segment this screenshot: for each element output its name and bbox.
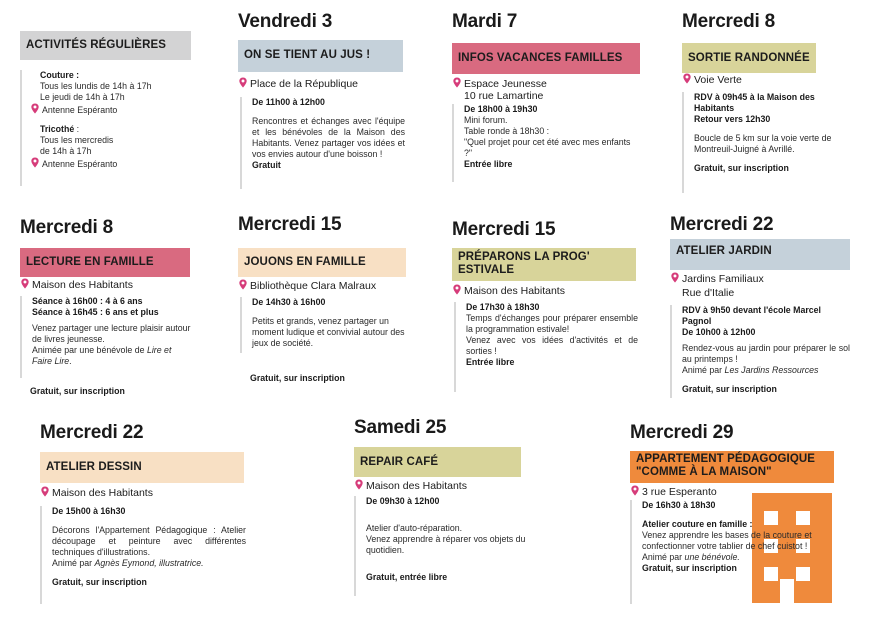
event-9-footer: Gratuit, entrée libre (366, 572, 448, 582)
event-2-day: Mardi 7 (452, 11, 518, 32)
event-6-description-1: Temps d'échanges pour préparer ensemble la programmation estivale! (466, 313, 638, 334)
event-10-time: De 16h30 à 18h30 (642, 500, 716, 510)
event-9-day: Samedi 25 (354, 417, 447, 438)
event-3-rdv: RDV à 09h45 à la Maison des Habitants (694, 92, 815, 113)
event-10-footer: Gratuit, sur inscription (642, 563, 737, 573)
event-1-description: Rencontres et échanges avec l'équipe et les bénévoles de la Maison des Habitants. Venez partager vos idées et vos envies autour d'une boisson ! (252, 116, 405, 159)
event-8-animator: Animé par Agnès Eymond, illustratrice. (52, 558, 204, 568)
location-pin-icon (682, 73, 692, 84)
location-pin-icon (670, 272, 680, 283)
location-pin-icon (30, 103, 40, 114)
event-1-location: Place de la République (238, 77, 358, 91)
location-pin-icon (238, 77, 248, 88)
location-pin-icon (452, 77, 462, 88)
event-4-description: Venez partager une lecture plaisir autour de livres jeunesse. (32, 323, 191, 344)
event-9-description-2: Venez apprendre à réparer vos objets du quotidien. (366, 534, 526, 555)
event-7-footer: Gratuit, sur inscription (682, 384, 777, 394)
event-5-title: JOUONS EN FAMILLE (238, 248, 406, 277)
event-9-details (354, 496, 532, 596)
event-6-location: Maison des Habitants (452, 284, 565, 298)
location-pin-icon (40, 486, 50, 497)
event-8-day: Mercredi 22 (40, 422, 144, 443)
event-7-location: Jardins Familiaux (670, 272, 764, 286)
couture-line-2: Le jeudi de 14h à 17h (40, 92, 125, 102)
event-2-footer: Entrée libre (464, 159, 513, 169)
location-pin-icon (452, 284, 462, 295)
event-8-footer: Gratuit, sur inscription (52, 577, 147, 587)
event-10-details (630, 500, 816, 604)
event-3-day: Mercredi 8 (682, 11, 776, 32)
event-8-description: Décorons l'Appartement Pédagogique : Atelier découpage et peinture avec différentes techniques d'illustrations. (52, 525, 246, 557)
event-5-details (240, 297, 406, 353)
event-4-session-1: Séance à 16h00 : 4 à 6 ans (32, 296, 143, 306)
event-2-location: Espace Jeunesse (452, 77, 547, 91)
location-pin-icon (238, 279, 248, 290)
event-5-location: Bibliothèque Clara Malraux (238, 279, 376, 293)
event-5-description: Petits et grands, venez partager un moment ludique et convivial autour des jeux de société. (252, 316, 405, 348)
location-pin-icon (354, 479, 364, 490)
event-7-animator: Animé par Les Jardins Ressources (682, 365, 819, 375)
event-6-title: PRÉPARONS LA PROG' ESTIVALE (452, 248, 636, 281)
location-pin-icon (20, 278, 30, 289)
regular-activities-block (20, 70, 190, 186)
event-7-rdv: RDV à 9h50 devant l'école Marcel Pagnol (682, 305, 821, 326)
event-6-day: Mercredi 15 (452, 219, 556, 240)
event-10-location: 3 rue Esperanto (630, 485, 717, 499)
event-2-line-2: Table ronde à 18h30 : (464, 126, 550, 136)
event-6-description-2: Venez avec vos idées d'activités et de sorties ! (466, 335, 638, 356)
event-7-details (670, 305, 850, 398)
event-8-location: Maison des Habitants (40, 486, 153, 500)
event-9-description-1: Atelier d'auto-réparation. (366, 523, 463, 533)
event-1-title: ON SE TIENT AU JUS ! (238, 40, 403, 72)
event-3-title: SORTIE RANDONNÉE (682, 43, 816, 73)
regular-activities-title: ACTIVITÉS RÉGULIÈRES (20, 31, 191, 60)
event-3-description: Boucle de 5 km sur la voie verte de Montreuil-Juigné à Avrillé. (694, 133, 832, 154)
event-1-time: De 11h00 à 12h00 (252, 97, 325, 107)
event-2-line-3: "Quel projet pour cet été avec mes enfants ?" (464, 137, 631, 158)
event-10-day: Mercredi 29 (630, 422, 734, 443)
couture-title: Couture : (40, 70, 80, 80)
event-4-day: Mercredi 8 (20, 217, 114, 238)
event-7-time: De 10h00 à 12h00 (682, 327, 756, 337)
event-1-footer: Gratuit (252, 160, 281, 170)
event-7-address: Rue d'Italie (682, 287, 735, 299)
event-9-title: REPAIR CAFÉ (354, 447, 521, 477)
event-9-location: Maison des Habitants (354, 479, 467, 493)
event-6-time: De 17h30 à 18h30 (466, 302, 540, 312)
couture-line-1: Tous les lundis de 14h à 17h (40, 81, 152, 91)
tricothe-line-1: Tous les mercredis (40, 135, 114, 145)
event-2-line-1: Mini forum. (464, 115, 508, 125)
event-9-time: De 09h30 à 12h00 (366, 496, 440, 506)
event-3-footer: Gratuit, sur inscription (694, 163, 789, 173)
event-1-day: Vendredi 3 (238, 11, 333, 32)
event-7-day: Mercredi 22 (670, 214, 774, 235)
event-2-address: 10 rue Lamartine (464, 90, 544, 102)
event-10-animator: Animé par une bénévole. (642, 552, 740, 562)
event-5-day: Mercredi 15 (238, 214, 342, 235)
event-6-details (454, 302, 638, 392)
event-4-title: LECTURE EN FAMILLE (20, 248, 190, 277)
location-pin-icon (30, 157, 40, 168)
event-2-time: De 18h00 à 19h30 (464, 104, 538, 114)
event-4-location: Maison des Habitants (20, 278, 133, 292)
event-3-location: Voie Verte (682, 73, 742, 87)
event-1-details (240, 97, 405, 189)
event-4-details (20, 296, 192, 378)
event-7-title: ATELIER JARDIN (670, 239, 850, 270)
event-4-animator: Animée par une bénévole de Lire et Faire Lire. (32, 345, 172, 366)
event-8-title: ATELIER DESSIN (40, 452, 244, 483)
event-4-footer: Gratuit, sur inscription (30, 386, 125, 396)
event-10-title: APPARTEMENT PÉDAGOGIQUE "COMME À LA MAISON" (630, 451, 834, 483)
event-3-details (682, 92, 842, 193)
event-10-description: Venez apprendre les bases de la couture et confectionner votre tablier de chef cuistot ! (642, 530, 812, 551)
event-6-footer: Entrée libre (466, 357, 515, 367)
tricothe-place: Antenne Espéranto (30, 157, 190, 170)
tricothe-line-2: de 14h à 17h (40, 146, 92, 156)
location-pin-icon (630, 485, 640, 496)
couture-place: Antenne Espéranto (30, 103, 190, 116)
event-5-time: De 14h30 à 16h00 (252, 297, 326, 307)
event-5-footer: Gratuit, sur inscription (250, 373, 345, 383)
tricothe-title: Tricothé : (40, 124, 80, 134)
event-2-title: INFOS VACANCES FAMILLES (452, 43, 640, 74)
event-8-details (40, 506, 246, 604)
event-3-retour: Retour vers 12h30 (694, 114, 771, 124)
event-2-details (452, 104, 640, 182)
event-8-time: De 15h00 à 16h30 (52, 506, 126, 516)
event-10-subtitle: Atelier couture en famille : (642, 519, 753, 529)
event-4-session-2: Séance à 16h45 : 6 ans et plus (32, 307, 159, 317)
event-7-description: Rendez-vous au jardin pour préparer le sol au printemps ! (682, 343, 850, 364)
